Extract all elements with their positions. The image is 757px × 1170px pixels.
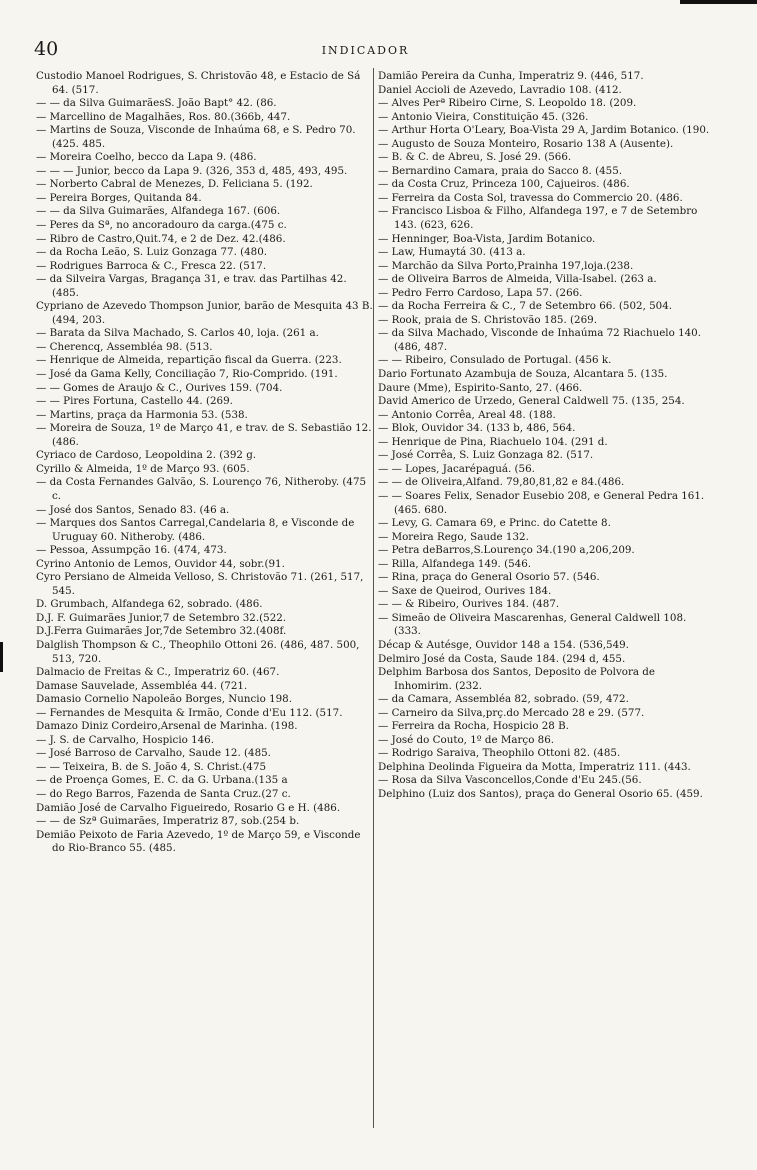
- directory-entry: David Americo de Urzedo, General Caldwell 75. (135, 254.: [378, 395, 685, 408]
- directory-entry: Cyro Persiano de Almeida Velloso, S. Christovão 71. (261, 517, 545.: [36, 571, 364, 597]
- directory-entry: — Arthur Horta O'Leary, Boa-Vista 29 A, Jardim Botanico. (190.: [378, 124, 710, 137]
- directory-entry: — Ribro de Castro,Quit.74, e 2 de Dez. 42.(486.: [36, 232, 286, 245]
- directory-entry: — Pedro Ferro Cardoso, Lapa 57. (266.: [378, 286, 583, 299]
- directory-entry: Décap & Autésge, Ouvidor 148 a 154. (536,549.: [378, 638, 629, 651]
- page-title: INDICADOR: [321, 44, 410, 57]
- directory-entry: — José da Gama Kelly, Conciliação 7, Rio-Comprido. (191.: [36, 368, 338, 381]
- directory-entry: — da Silveira Vargas, Bragança 31, e trav. das Partilhas 42. (485.: [36, 273, 347, 299]
- directory-entry: — — da Silva Guimarães, Alfandega 167. (606.: [36, 205, 281, 218]
- directory-entry: Delphino (Luiz dos Santos), praça do General Osorio 65. (459.: [378, 787, 703, 800]
- directory-entry: Daure (Mme), Espirito-Santo, 27. (466.: [378, 381, 583, 394]
- scan-edge-mark: [680, 0, 757, 4]
- directory-entry: — Moreira Coelho, becco da Lapa 9. (486.: [36, 151, 257, 164]
- directory-entry: Cyrillo & Almeida, 1º de Março 93. (605.: [36, 462, 250, 475]
- directory-entry: — de Proença Gomes, E. C. da G. Urbana.(135 a: [36, 774, 288, 787]
- directory-entry: — José Barroso de Carvalho, Saude 12. (485.: [36, 747, 271, 760]
- directory-entry: Damase Sauvelade, Assembléa 44. (721.: [36, 679, 248, 692]
- directory-entry: — Martins de Souza, Visconde de Inhaúma 68, e S. Pedro 70. (425. 485.: [36, 124, 356, 150]
- directory-entry: — Augusto de Souza Monteiro, Rosario 138 A (Ausente).: [378, 137, 674, 150]
- directory-entry: — Simeão de Oliveira Mascarenhas, General Caldwell 108. (333.: [378, 611, 687, 638]
- directory-entry: — Rodrigo Saraiva, Theophilo Ottoni 82. (485.: [378, 747, 621, 760]
- directory-entry: — José do Couto, 1º de Março 86.: [378, 733, 555, 746]
- directory-entry: D.J. F. Guimarães Junior,7 de Setembro 32.(522.: [36, 611, 287, 624]
- directory-entry: — Antonio Vieira, Constituição 45. (326.: [378, 110, 589, 123]
- directory-entry: — do Rego Barros, Fazenda de Santa Cruz.(27 c.: [36, 787, 291, 800]
- directory-entry: — — de Oliveira,Alfand. 79,80,81,82 e 84.(486.: [378, 476, 625, 489]
- directory-entry: — da Camara, Assembléa 82, sobrado. (59, 472.: [378, 693, 629, 706]
- directory-entry: Damasio Cornelio Napoleão Borges, Nuncio 198.: [36, 693, 293, 706]
- directory-entry: Damião Pereira da Cunha, Imperatriz 9. (446, 517.: [378, 70, 644, 82]
- directory-entry: Dalglish Thompson & C., Theophilo Ottoni 26. (486, 487. 500, 513, 720.: [36, 638, 360, 665]
- page-number: 40: [34, 38, 59, 60]
- directory-entry: — Rina, praça do General Osorio 57. (546.: [378, 571, 600, 584]
- directory-entry: Custodio Manoel Rodrigues, S. Christovão 48, e Estacio de Sá 64. (517.: [36, 70, 361, 96]
- directory-entry: — da Costa Fernandes Galvão, S. Lourenço 76, Nitheroby. (475 c.: [36, 476, 367, 502]
- directory-entry: — Cherencq, Assembléa 98. (513.: [36, 340, 213, 353]
- directory-entry: — — Ribeiro, Consulado de Portugal. (456 k.: [378, 354, 612, 367]
- directory-entry: — Moreira Rego, Saude 132.: [378, 530, 529, 543]
- directory-entry: Cyrino Antonio de Lemos, Ouvidor 44, sobr.(91.: [36, 557, 285, 570]
- directory-entry: — — da Silva GuimarãesS. João Bapt° 42. (86.: [36, 97, 277, 110]
- directory-entry: Daniel Accioli de Azevedo, Lavradio 108. (412.: [378, 83, 622, 96]
- directory-entry: — — de Szª Guimarães, Imperatriz 87, sob.(254 b.: [36, 815, 300, 828]
- directory-entry: — Moreira de Souza, 1º de Março 41, e trav. de S. Sebastião 12. (486.: [36, 422, 372, 448]
- directory-entry: — Rodrigues Barroca & C., Fresca 22. (517.: [36, 259, 267, 272]
- directory-entry: — Peres da Sª, no ancoradouro da carga.(475 c.: [36, 219, 287, 232]
- directory-entry: — Norberto Cabral de Menezes, D. Feliciana 5. (192.: [36, 178, 313, 191]
- directory-entry: — Levy, G. Camara 69, e Princ. do Catette 8.: [378, 517, 611, 530]
- right-column: [378, 70, 716, 802]
- directory-entry: — José dos Santos, Senado 83. (46 a.: [36, 503, 230, 516]
- directory-entry: — — — Junior, becco da Lapa 9. (326, 353 d, 485, 493, 495.: [36, 164, 348, 177]
- directory-entry: — Law, Humaytá 30. (413 a.: [378, 246, 526, 259]
- directory-entry: — Pessoa, Assumpção 16. (474, 473.: [36, 544, 227, 557]
- directory-entry: — Carneiro da Silva,prç.do Mercado 28 e 29. (577.: [378, 706, 645, 719]
- directory-entry: — Henrique de Pina, Riachuelo 104. (291 d.: [378, 435, 608, 448]
- directory-entry: Delphim Barbosa dos Santos, Deposito de Polvora de Inhomirim. (232.: [378, 666, 655, 692]
- directory-entry: — — Soares Felix, Senador Eusebio 208, e General Pedra 161. (465. 680.: [378, 489, 705, 516]
- directory-entry: — da Rocha Ferreira & C., 7 de Setembro 66. (502, 504.: [378, 300, 673, 313]
- directory-entry: Delmiro José da Costa, Saude 184. (294 d, 455.: [378, 652, 626, 665]
- directory-entry: — Henrique de Almeida, repartição fiscal da Guerra. (223.: [36, 354, 342, 367]
- directory-entry: — Ferreira da Rocha, Hospicio 28 B.: [378, 720, 569, 733]
- directory-entry: — Marques dos Santos Carregal,Candelaria 8, e Visconde de Uruguay 60. Nitheroby. (486.: [36, 517, 355, 543]
- directory-entry: — Rosa da Silva Vasconcellos,Conde d'Eu 245.(56.: [378, 774, 642, 787]
- directory-entry: — da Silva Machado, Visconde de Inhaúma 72 Riachuelo 140. (486, 487.: [378, 327, 701, 353]
- directory-entry: — — Gomes de Araujo & C., Ourives 159. (704.: [36, 381, 283, 394]
- directory-entry: — Fernandes de Mesquita & Irmão, Conde d'Eu 112. (517.: [36, 706, 343, 719]
- directory-entry: — Henninger, Boa-Vista, Jardim Botanico.: [378, 232, 596, 245]
- directory-entry: D. Grumbach, Alfandega 62, sobrado. (486.: [36, 598, 263, 611]
- directory-entry: — Francisco Lisboa & Filho, Alfandega 197, e 7 de Setembro 143. (623, 626.: [378, 205, 698, 232]
- directory-entry: — Blok, Ouvidor 34. (133 b, 486, 564.: [378, 422, 576, 435]
- directory-entry: — Bernardino Camara, praia do Sacco 8. (455.: [378, 164, 623, 177]
- directory-entry: — Marcellino de Magalhães, Ros. 80.(366b, 447.: [36, 110, 291, 123]
- directory-entry: Dario Fortunato Azambuja de Souza, Alcantara 5. (135.: [378, 368, 668, 381]
- directory-entry: Cypriano de Azevedo Thompson Junior, barão de Mesquita 43 B. (494, 203.: [36, 300, 373, 326]
- directory-entry: — — Lopes, Jacarépaguá. (56.: [378, 462, 535, 475]
- scan-edge-mark: [0, 642, 3, 672]
- directory-entry: — José Corrêa, S. Luiz Gonzaga 82. (517.: [378, 449, 594, 462]
- directory-entry: — Rilla, Alfandega 149. (546.: [378, 557, 532, 570]
- directory-entry: — B. & C. de Abreu, S. José 29. (566.: [378, 151, 572, 164]
- directory-entry: — Pereira Borges, Quitanda 84.: [36, 191, 202, 204]
- directory-entry: Dalmacio de Freitas & C., Imperatriz 60. (467.: [36, 666, 280, 679]
- directory-entry: Cyriaco de Cardoso, Leopoldina 2. (392 g.: [36, 449, 257, 462]
- page-header: [34, 32, 697, 62]
- directory-entry: Demião Peixoto de Faria Azevedo, 1º de Março 59, e Visconde do Rio-Branco 55. (485.: [36, 828, 361, 855]
- directory-entry: Damazo Diniz Cordeiro,Arsenal de Marinha. (198.: [36, 720, 298, 733]
- directory-entry: Damião José de Carvalho Figueiredo, Rosario G e H. (486.: [36, 801, 341, 814]
- directory-entry: Delphina Deolinda Figueira da Motta, Imperatriz 111. (443.: [378, 760, 691, 773]
- directory-entry: — — Pires Fortuna, Castello 44. (269.: [36, 395, 233, 408]
- directory-entry: — Marchão da Silva Porto,Prainha 197,loja.(238.: [378, 259, 634, 272]
- directory-entry: — Antonio Corrêa, Areal 48. (188.: [378, 408, 556, 421]
- directory-entry: — Ferreira da Costa Sol, travessa do Commercio 20. (486.: [378, 191, 683, 204]
- directory-entry: — de Oliveira Barros de Almeida, Villa-Isabel. (263 a.: [378, 273, 657, 286]
- directory-entry: — Barata da Silva Machado, S. Carlos 40, loja. (261 a.: [36, 327, 319, 340]
- directory-entry: — Saxe de Queirod, Ourives 184.: [378, 584, 552, 597]
- directory-entry: — J. S. de Carvalho, Hospicio 146.: [36, 733, 215, 746]
- directory-entry: D.J.Ferra Guimarães Jor,7de Setembro 32.(408f.: [36, 625, 287, 638]
- directory-entry: — Rook, praia de S. Christovão 185. (269.: [378, 313, 597, 326]
- directory-entry: — — & Ribeiro, Ourives 184. (487.: [378, 598, 560, 611]
- directory-entry: — Alves Perª Ribeiro Cirne, S. Leopoldo 18. (209.: [378, 97, 637, 110]
- directory-entry: — da Rocha Leão, S. Luiz Gonzaga 77. (480.: [36, 246, 268, 259]
- directory-entry: — Martins, praça da Harmonia 53. (538.: [36, 408, 248, 421]
- directory-entry: — — Teixeira, B. de S. João 4, S. Christ.(475: [36, 760, 267, 773]
- directory-entry: — Petra deBarros,S.Lourenço 34.(190 a,206,209.: [378, 544, 635, 557]
- directory-entry: — da Costa Cruz, Princeza 100, Cajueiros. (486.: [378, 178, 630, 191]
- left-column: [36, 70, 374, 856]
